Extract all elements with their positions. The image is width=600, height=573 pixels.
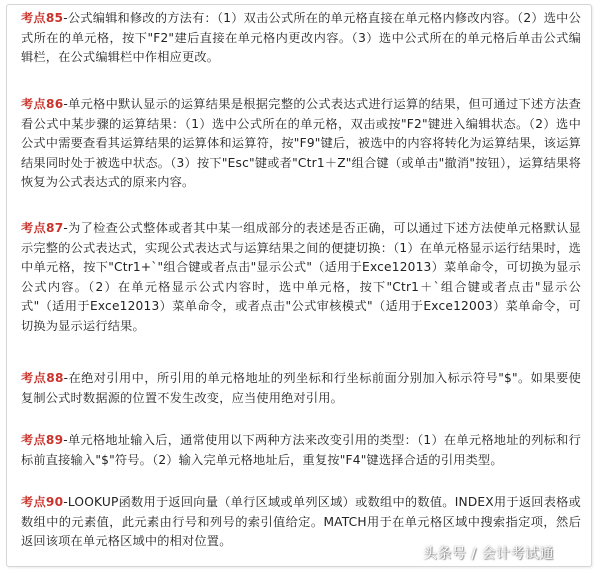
keypoint-text: -在绝对引用中，所引用的单元格地址的列坐标和行坐标前面分别加入标示符号"$"。如果要使复制公式时数据源的位置不发生改变，应当使用绝对引用。 bbox=[21, 371, 581, 405]
keypoint-tag: 考点86 bbox=[21, 97, 64, 111]
keypoint-85 bbox=[21, 9, 581, 68]
keypoint-tag: 考点90 bbox=[21, 495, 64, 509]
keypoint-89 bbox=[21, 431, 581, 470]
keypoint-text: -公式编辑和修改的方法有：（1）双击公式所在的单元格直接在单元格内修改内容。（2）选中公式所在的单元格，按下"F2"建后直接在单元格内更改内容。（3）选中公式所在的单元格后单击公式编辑栏，在公式编辑栏中作相应更改。 bbox=[21, 11, 581, 64]
keypoint-86 bbox=[21, 95, 581, 193]
keypoint-text: -单元格地址输入后，通常使用以下两种方法来改变引用的类型：（1）在单元格地址的列标和行标前直接输入"$"符号。（2）输入完单元格地址后，重复按"F4"键选择合适的引用类型。 bbox=[21, 433, 581, 467]
keypoint-tag: 考点85 bbox=[21, 11, 64, 25]
keypoint-text: -LOOKUP函数用于返回向量（单行区域或单列区域）或数组中的数值。INDEX用于返回表格或数组中的元素值，此元素由行号和列号的索引值给定。MATCH用于在单元格区域中搜索指定项，然后返回该项在单元格区域中的相对位置。 bbox=[21, 495, 582, 548]
watermark: 头条号 / 会计考试通 bbox=[422, 546, 554, 562]
keypoint-tag: 考点88 bbox=[21, 371, 64, 385]
keypoint-88 bbox=[21, 369, 581, 408]
keypoint-tag: 考点89 bbox=[21, 433, 64, 447]
keypoint-text: -单元格中默认显示的运算结果是根据完整的公式表达式进行运算的结果，但可通过下述方法查看公式中某步骤的运算结果：（1）选中公式所在的单元格，双击或按"F2"键进入编辑状态。（2）选中公式中需要查看其运算结果的运算体和运算符，按"F9"键后，被选中的内容将转化为运算结果，该运算结果同时处于被选中状态。（3）按下"Esc"键或者"Ctr1＋Z"组合键（或单击"撤消"按钮），运算结果将恢复为公式表达式的原来内容。 bbox=[21, 97, 581, 189]
keypoint-87 bbox=[21, 219, 581, 336]
keypoint-tag: 考点87 bbox=[21, 221, 64, 235]
keypoint-text: -为了检查公式整体或者其中某一组成部分的表述是否正确，可以通过下述方法使单元格默认显示完整的公式表达式，实现公式表达式与运算结果之间的便捷切换：（1）在单元格显示运行结果时，选中单元格，按下"Ctr1+`"组合键或者点击"显示公式"（适用于Exce12013）菜单命令，可切换为显示公式内容。（2）在单元格显示公式内容时，选中单元格，按下"Ctr1＋`组合键或者点击"显示公式"（适用于Exce12013）菜单命令，或者点击"公式审核模式"（适用于Exce12003）菜单命令，可切换为显示运行结果。 bbox=[21, 221, 581, 333]
